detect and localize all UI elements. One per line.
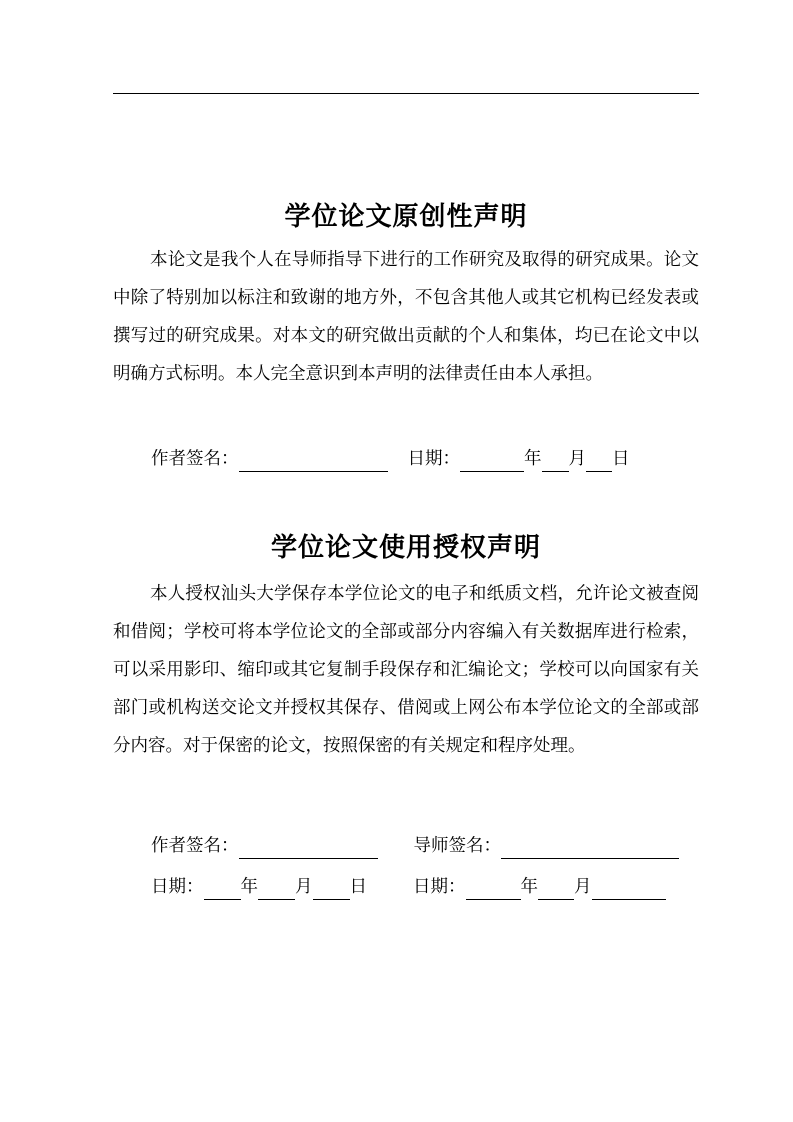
authorization-declaration-title: 学位论文使用授权声明 xyxy=(270,533,541,563)
author-signature-label: 作者签名： xyxy=(151,836,239,856)
advisor-year-label: 年 xyxy=(520,877,538,897)
author-day-blank[interactable] xyxy=(313,879,350,900)
year-blank[interactable] xyxy=(460,451,524,472)
authorization-declaration-text: 本人授权汕头大学保存本学位论文的电子和纸质文档，允许论文被查阅和借阅；学校可将本学位论文的全部或部分内容编入有关数据库进行检索，可以采用影印、缩印或其它复制手段保存和汇编论文；学校可以向国家有关部门或机构送交论文并授权其保存、借阅或上网公布本学位论文的全部或部分内容。对于保密的论文，按照保密的有关规定和程序处理。 xyxy=(113,584,699,756)
author-year-label: 年 xyxy=(240,877,258,897)
author-day-label: 日 xyxy=(349,877,367,897)
day-label: 日 xyxy=(612,449,630,469)
author-month-label: 月 xyxy=(295,877,313,897)
month-label: 月 xyxy=(568,449,586,469)
author-signature-label: 作者签名： xyxy=(151,449,239,469)
authorization-signature-line xyxy=(151,833,679,859)
advisor-month-label: 月 xyxy=(574,877,592,897)
authorization-date-line xyxy=(151,874,666,900)
advisor-day-blank[interactable] xyxy=(592,879,666,900)
month-blank[interactable] xyxy=(542,451,569,472)
day-blank[interactable] xyxy=(586,451,612,472)
advisor-signature-label: 导师签名： xyxy=(413,836,501,856)
advisor-signature-blank[interactable] xyxy=(501,838,679,859)
author-date-label: 日期： xyxy=(151,877,204,897)
date-label: 日期： xyxy=(407,449,460,469)
originality-signature-line xyxy=(151,446,630,472)
advisor-year-blank[interactable] xyxy=(466,879,521,900)
year-label: 年 xyxy=(524,449,542,469)
advisor-date-label: 日期： xyxy=(413,877,466,897)
author-signature-blank[interactable] xyxy=(239,451,388,472)
originality-declaration-text: 本论文是我个人在导师指导下进行的工作研究及取得的研究成果。论文中除了特别加以标注和致谢的地方外，不包含其他人或其它机构已经发表或撰写过的研究成果。对本文的研究做出贡献的个人和集体，均已在论文中以明确方式标明。本人完全意识到本声明的法律责任由本人承担。 xyxy=(113,250,699,384)
header-rule xyxy=(113,93,699,94)
author-year-blank[interactable] xyxy=(204,879,241,900)
author-signature-blank[interactable] xyxy=(239,838,378,859)
author-month-blank[interactable] xyxy=(258,879,295,900)
advisor-month-blank[interactable] xyxy=(538,879,574,900)
originality-declaration-title: 学位论文原创性声明 xyxy=(284,202,528,232)
